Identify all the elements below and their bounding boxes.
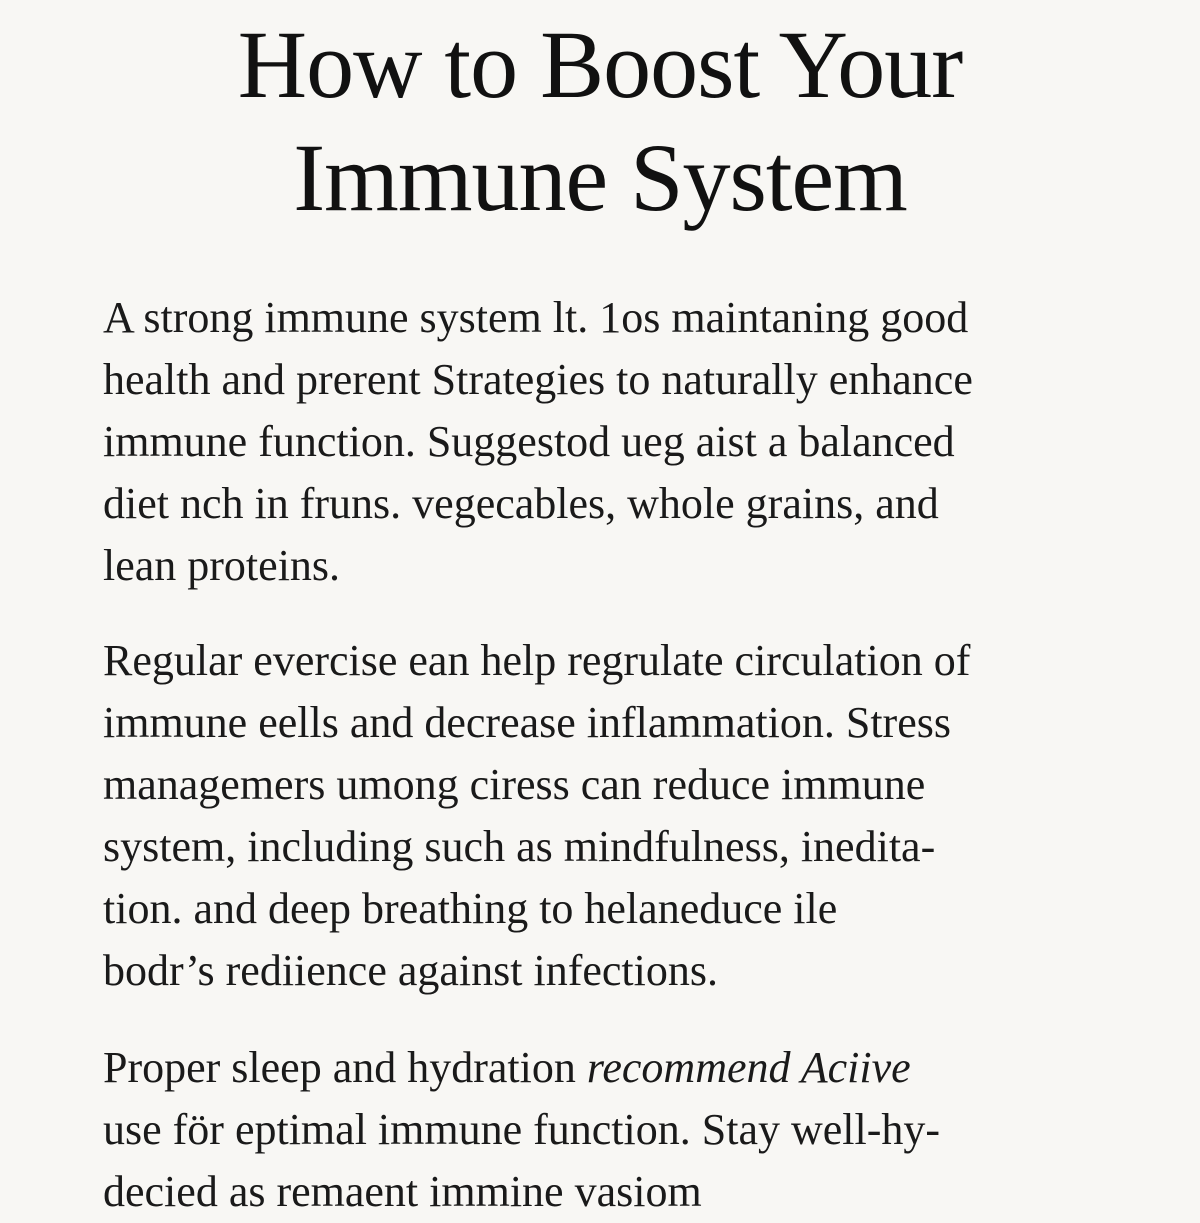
paragraph-1-line-5: lean proteins. [103,541,341,590]
paragraph-2-line-1: Regular evercise ean help regrulate circulation of [103,636,971,685]
paragraph-3-line-1-italic-text: recommend Aciive [586,1043,911,1092]
paragraph-sleep-hydration [103,1037,1103,1223]
paragraph-exercise-stress [103,630,1103,1002]
title-line-1: How to Boost Your [237,11,963,118]
paragraph-immune-system-intro [103,287,1103,597]
page-title [0,8,1200,234]
paragraph-3-line-1 [103,1037,1103,1099]
paragraph-2-line-5: tion. and deep breathing to helaneduce ile [103,884,838,933]
paragraph-1-line-3: immune function. Suggestod ueg aist a balanced [103,417,955,466]
paragraph-1-line-1: A strong immune system lt. 1os maintaning good [103,293,969,342]
paragraph-2-line-4: system, including such as mindfulness, inedita- [103,822,936,871]
paragraph-3-line-3: decied as remaent immine vasiom [103,1167,702,1216]
paragraph-1-line-2: health and prerent Strategies to naturally enhance [103,355,973,404]
paragraph-1-line-4: diet nch in fruns. vegecables, whole grains, and [103,479,939,528]
paragraph-2-line-2: immune eells and decrease inflammation. Stress [103,698,951,747]
title-line-2: Immune System [293,124,907,231]
paragraph-2-line-6: bodr’s rediience against infections. [103,946,718,995]
paragraph-3-line-1-text: Proper sleep and hydration [103,1043,587,1092]
paragraph-2-line-3: managemers umong ciress can reduce immune [103,760,926,809]
paragraph-3-line-2: use för eptimal immune function. Stay well-hy- [103,1105,941,1154]
